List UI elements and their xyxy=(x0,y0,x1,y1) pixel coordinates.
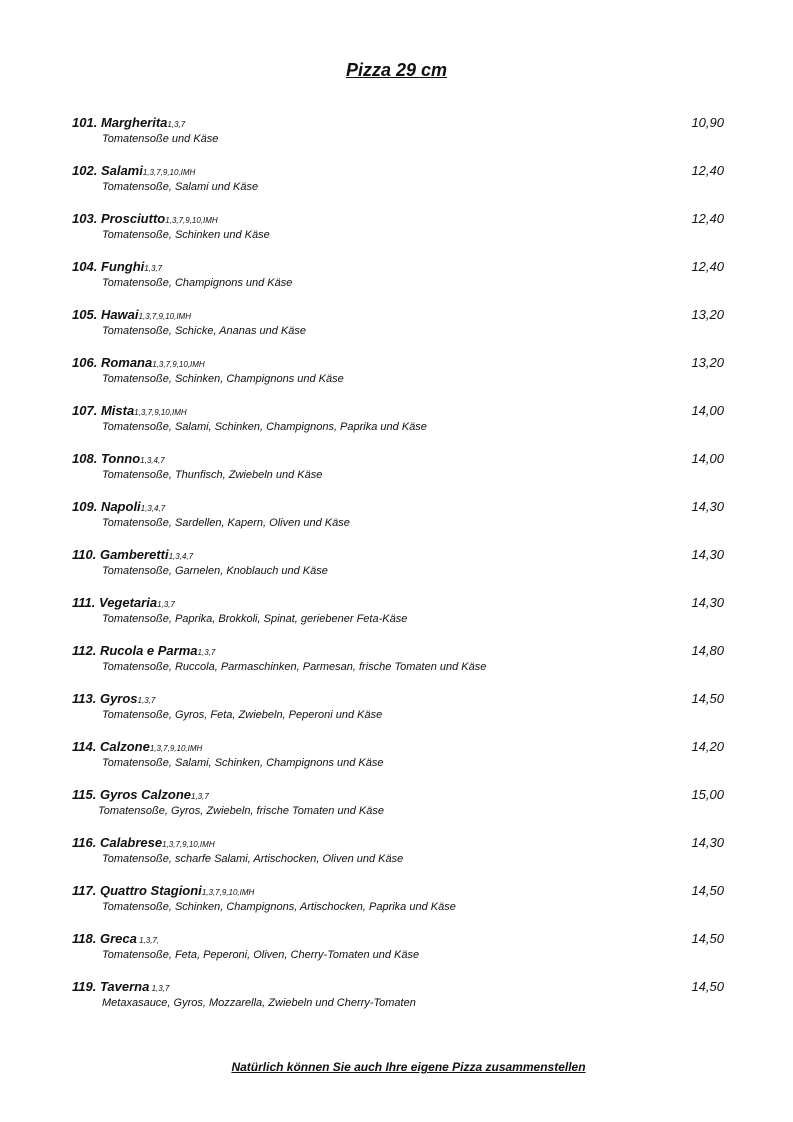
item-description: Tomatensoße, Schinken, Champignons, Artischocken, Paprika und Käse xyxy=(102,901,456,913)
item-price: 14,50 xyxy=(691,979,724,994)
item-heading xyxy=(72,691,155,709)
item-description: Tomatensoße, Gyros, Feta, Zwiebeln, Peperoni und Käse xyxy=(102,709,383,721)
item-price: 12,40 xyxy=(691,211,724,226)
menu-item xyxy=(72,931,724,979)
item-heading xyxy=(72,931,159,949)
item-price: 14,30 xyxy=(691,835,724,850)
item-price: 12,40 xyxy=(691,259,724,274)
item-description: Tomatensoße, Garnelen, Knoblauch und Käse xyxy=(102,565,328,577)
item-heading xyxy=(72,979,169,997)
item-allergens: 1,3,7,9,10,IMH xyxy=(138,312,191,321)
item-price: 14,20 xyxy=(691,739,724,754)
item-name: Rucola e Parma xyxy=(99,643,198,658)
item-allergens: 1,3,4,7 xyxy=(140,456,165,465)
menu-item xyxy=(72,451,724,499)
item-number: 112. xyxy=(72,643,97,658)
footer-note: Natürlich können Sie auch Ihre eigene Pizza zusammenstellen xyxy=(231,1060,586,1074)
item-price: 14,00 xyxy=(691,451,724,466)
item-description: Tomatensoße, Salami, Schinken, Champignons und Käse xyxy=(102,757,384,769)
item-number: 110. xyxy=(72,547,97,562)
item-number: 119. xyxy=(72,979,97,994)
item-price: 14,30 xyxy=(691,547,724,562)
item-price: 14,30 xyxy=(691,595,724,610)
page-title: Pizza 29 cm xyxy=(345,60,448,80)
menu-item xyxy=(72,979,724,1027)
item-number: 117. xyxy=(72,883,97,898)
item-name: Gamberetti xyxy=(99,547,169,562)
item-number: 105. xyxy=(72,307,98,322)
item-allergens: 1,3,4,7 xyxy=(140,504,166,513)
item-number: 106. xyxy=(72,355,98,370)
item-description: Tomatensoße, Sardellen, Kapern, Oliven und Käse xyxy=(102,517,350,529)
item-number: 104. xyxy=(72,259,98,274)
item-heading xyxy=(72,883,254,901)
item-number: 109. xyxy=(72,499,98,514)
item-name: Calzone xyxy=(99,739,150,754)
item-description: Tomatensoße, scharfe Salami, Artischocken, Oliven und Käse xyxy=(102,853,404,865)
item-name: Mista xyxy=(100,403,135,418)
item-price: 10,90 xyxy=(691,115,724,130)
item-name: Tonno xyxy=(100,451,141,466)
item-number: 103. xyxy=(72,211,98,226)
item-price: 14,30 xyxy=(691,499,724,514)
item-description: Tomatensoße, Feta, Peperoni, Oliven, Cherry-Tomaten und Käse xyxy=(102,949,420,961)
item-heading xyxy=(72,499,165,517)
item-number: 107. xyxy=(72,403,98,418)
item-heading xyxy=(72,115,185,133)
menu-item xyxy=(72,259,724,307)
item-description: Tomatensoße und Käse xyxy=(102,133,219,145)
item-heading xyxy=(72,355,205,373)
item-allergens: 1,3,7 xyxy=(137,696,156,705)
item-number: 114. xyxy=(72,739,97,754)
item-description: Tomatensoße, Schinken und Käse xyxy=(102,229,270,241)
menu-item xyxy=(72,739,724,787)
item-name: Calabrese xyxy=(99,835,163,850)
item-heading xyxy=(72,547,193,565)
item-price: 13,20 xyxy=(691,355,724,370)
item-name: Napoli xyxy=(100,499,141,514)
item-name: Prosciutto xyxy=(100,211,166,226)
item-description: Tomatensoße, Paprika, Brokkoli, Spinat, geriebener Feta-Käse xyxy=(102,613,408,625)
item-number: 111. xyxy=(72,595,96,610)
item-name: Greca xyxy=(99,931,137,946)
item-description: Tomatensoße, Salami und Käse xyxy=(102,181,259,193)
item-allergens: 1,3,7 xyxy=(197,648,216,657)
item-heading xyxy=(72,403,187,421)
item-number: 101. xyxy=(72,115,98,130)
item-allergens: 1,3,7 xyxy=(167,120,186,129)
menu-item xyxy=(72,787,724,835)
item-price: 14,50 xyxy=(691,931,724,946)
item-name: Vegetaria xyxy=(99,595,158,610)
item-price: 14,80 xyxy=(691,643,724,658)
item-price: 14,50 xyxy=(691,883,724,898)
item-allergens: 1,3,7,9,10,IMH xyxy=(162,840,215,849)
item-name: Romana xyxy=(100,355,153,370)
item-name: Funghi xyxy=(100,259,145,274)
menu-item xyxy=(72,835,724,883)
menu-item xyxy=(72,211,724,259)
menu-item xyxy=(72,355,724,403)
item-heading xyxy=(72,259,162,277)
menu-item xyxy=(72,307,724,355)
item-name: Salami xyxy=(100,163,143,178)
item-description: Tomatensoße, Ruccola, Parmaschinken, Parmesan, frische Tomaten und Käse xyxy=(102,661,487,673)
item-allergens: 1,3,7 xyxy=(149,984,170,993)
item-price: 12,40 xyxy=(691,163,724,178)
item-name: Taverna xyxy=(99,979,150,994)
item-number: 115. xyxy=(72,787,97,802)
item-heading xyxy=(72,163,195,181)
item-allergens: 1,3,4,7 xyxy=(168,552,194,561)
item-description: Metaxasauce, Gyros, Mozzarella, Zwiebeln und Cherry-Tomaten xyxy=(102,997,416,1009)
item-name: Margherita xyxy=(100,115,168,130)
item-number: 102. xyxy=(72,163,98,178)
item-heading xyxy=(72,739,202,757)
item-allergens: 1,3,7,9,10,IMH xyxy=(134,408,187,417)
menu-item xyxy=(72,547,724,595)
item-number: 118. xyxy=(72,931,97,946)
item-allergens: 1,3,7, xyxy=(136,936,160,945)
item-heading xyxy=(72,595,175,613)
item-description: Tomatensoße, Thunfisch, Zwiebeln und Käse xyxy=(102,469,323,481)
menu-item xyxy=(72,499,724,547)
item-price: 14,00 xyxy=(691,403,724,418)
item-heading xyxy=(72,643,215,661)
item-allergens: 1,3,7 xyxy=(157,600,175,609)
menu-item xyxy=(72,163,724,211)
item-heading xyxy=(72,307,191,325)
item-number: 116. xyxy=(72,835,97,850)
menu-item xyxy=(72,115,724,163)
item-heading xyxy=(72,835,215,853)
item-description: Tomatensoße, Champignons und Käse xyxy=(102,277,293,289)
item-name: Hawai xyxy=(100,307,139,322)
menu-item xyxy=(72,883,724,931)
menu-item xyxy=(72,691,724,739)
item-allergens: 1,3,7,9,10,IMH xyxy=(149,744,203,753)
item-number: 113. xyxy=(72,691,97,706)
menu-list xyxy=(72,115,724,1027)
item-allergens: 1,3,7 xyxy=(144,264,163,273)
item-allergens: 1,3,7,9,10,IMH xyxy=(165,216,218,225)
item-name: Quattro Stagioni xyxy=(99,883,202,898)
item-heading xyxy=(72,787,209,805)
item-price: 14,50 xyxy=(691,691,724,706)
item-heading xyxy=(72,451,165,469)
item-name: Gyros Calzone xyxy=(99,787,191,802)
item-allergens: 1,3,7,9,10,IMH xyxy=(201,888,255,897)
item-price: 15,00 xyxy=(691,787,724,802)
item-description: Tomatensoße, Gyros, Zwiebeln, frische Tomaten und Käse xyxy=(98,805,384,817)
item-heading xyxy=(72,211,218,229)
menu-item xyxy=(72,595,724,643)
item-description: Tomatensoße, Schinken, Champignons und Käse xyxy=(102,373,344,385)
item-allergens: 1,3,7,9,10,IMH xyxy=(152,360,205,369)
item-description: Tomatensoße, Schicke, Ananas und Käse xyxy=(102,325,307,337)
item-allergens: 1,3,7,9,10,IMH xyxy=(142,168,196,177)
menu-item xyxy=(72,643,724,691)
item-price: 13,20 xyxy=(691,307,724,322)
menu-item xyxy=(72,403,724,451)
item-number: 108. xyxy=(72,451,98,466)
item-description: Tomatensoße, Salami, Schinken, Champignons, Paprika und Käse xyxy=(102,421,427,433)
item-allergens: 1,3,7 xyxy=(191,792,209,801)
item-name: Gyros xyxy=(99,691,138,706)
